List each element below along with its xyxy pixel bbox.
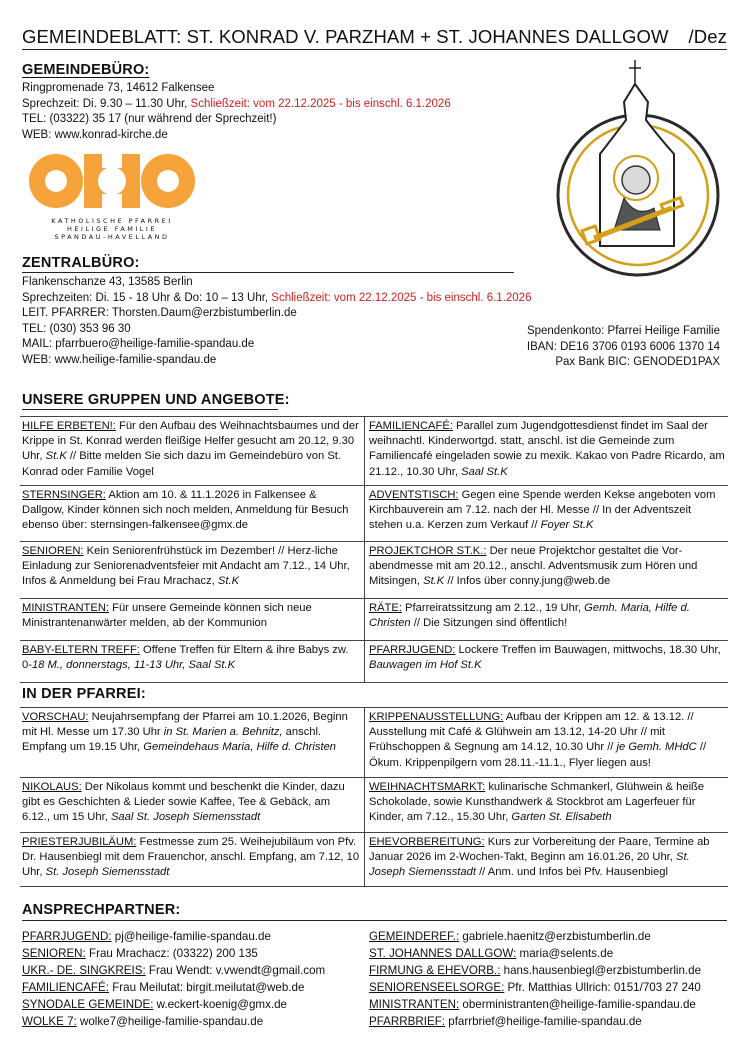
contact-left-1[interactable] <box>22 946 258 962</box>
cell-text: Festmesse zum 25. Weihejubiläum von Pfv. Dr. Hausenbiegl mit dem Frauenchor, anschl. Empfang, am 7.12, 10 Uhr, <box>22 836 360 879</box>
pfarrei-logo <box>22 152 202 241</box>
grid-line <box>364 416 365 682</box>
pfarrei-right-cell-0 <box>369 710 725 771</box>
contact-value: wolke7@heilige-familie-spandau.de <box>76 1015 264 1028</box>
gruppen-left-cell-2 <box>22 544 360 590</box>
contact-label: WOLKE 7: <box>22 1015 77 1028</box>
spenden-line2: IBAN: DE16 3706 0193 6006 1370 14 <box>526 340 720 353</box>
grid-line <box>20 886 728 887</box>
cell-label: FAMILIENCAFÉ: <box>369 420 453 432</box>
gruppen-left-cell-3 <box>22 601 360 631</box>
gruppen-right-cell-3 <box>369 601 725 631</box>
contact-right-2[interactable] <box>369 963 701 979</box>
contact-left-5[interactable] <box>22 1014 263 1030</box>
cell-label: ADVENTSTISCH: <box>369 489 459 501</box>
zentralbuero-heading: ZENTRALBÜRO: <box>22 255 140 271</box>
grid-line <box>20 598 728 599</box>
contact-value: Frau Wendt: v.vwendt@gmail.com <box>145 964 326 977</box>
gemeindebuero-heading: GEMEINDEBÜRO: <box>22 62 150 78</box>
cell-italic: Gemeindehaus Maria, Hilfe d. Christen <box>143 741 337 754</box>
pfarrei-right-cell-2 <box>369 835 725 881</box>
cell-italic: Gemh. Maria, Hilfe d. Christen <box>369 602 690 630</box>
gruppen-right-cell-1 <box>369 488 725 534</box>
cell-italic: je Gemh. MHdC <box>616 741 697 754</box>
gruppen-divider <box>22 409 278 410</box>
cell-tail: // Infos über conny.jung@web.de <box>444 575 611 588</box>
gruppen-left-cell-1 <box>22 488 360 534</box>
cell-label: KRIPPENAUSSTELLUNG: <box>369 711 504 723</box>
cell-italic: St.K <box>45 450 67 463</box>
contact-label: SENIOREN: <box>22 947 86 960</box>
zentralbuero-web[interactable]: WEB: www.heilige-familie-spandau.de <box>22 353 217 366</box>
contact-left-3[interactable] <box>22 980 304 996</box>
page-title <box>22 26 727 48</box>
cell-label: BABY-ELTERN TREFF: <box>22 644 140 656</box>
logo-mark-icon <box>22 152 202 210</box>
gruppen-right-cell-0 <box>369 419 725 480</box>
cell-label: PFARRJUGEND: <box>369 644 456 656</box>
contact-value: Frau Meilutat: birgit.meilutat@web.de <box>108 981 305 994</box>
cell-italic: Saal St.K <box>461 465 508 478</box>
cell-text: Kurs zur Vorbereitung der Paare, Termine ab Januar 2026 im 2-Wochen-Takt, Beginn am 16.01.26, 20 Uhr, <box>369 836 710 864</box>
cell-tail: // Bitte melden Sie sich dazu im Gemeindebüro von St. Konrad oder Familie Vogel <box>22 450 342 478</box>
ansprech-heading: ANSPRECHPARTNER: <box>22 902 181 918</box>
cell-italic: Garten St. Elisabeth <box>511 811 612 824</box>
cell-text: Gegen eine Spende werden Kekse angeboten vom Kirchbauverein am 7.12. nach der Hl. Messe // In der Adventszeit stehen u.a. Kerzen zum Verkauf // <box>369 489 716 532</box>
cell-label: HILFE ERBETEN!: <box>22 420 116 432</box>
gemeindebuero-web[interactable]: WEB: www.konrad-kirche.de <box>22 128 168 141</box>
cell-label: EHEVORBEREITUNG: <box>369 836 485 848</box>
cell-italic: St.K <box>423 575 445 588</box>
cell-italic: St.K <box>217 575 240 588</box>
cell-text: Neujahrsempfang der Pfarrei am 10.1.2026, Beginn mit Hl. Messe um 17.30 Uhr <box>22 711 348 739</box>
pfarrei-left-cell-1 <box>22 780 360 826</box>
cell-tail: // Die Sitzungen sind öffentlich! <box>410 617 568 630</box>
zentralbuero-phone: TEL: (030) 353 96 30 <box>22 322 131 335</box>
gemeindebuero-block <box>22 62 451 143</box>
logo-text-2: HEILIGE FAMILIE <box>67 225 157 233</box>
cell-italic: St. Joseph Siemensstadt <box>45 866 170 879</box>
cell-text: Für den Aufbau des Weihnachtsbaumes und der Krippe in St. Konrad werden fleißige Helfer gesucht am 20.12, 9.30 Uhr, <box>22 420 359 463</box>
contact-value: oberministranten@heilige-familie-spandau.de <box>459 998 696 1011</box>
contact-right-1[interactable] <box>369 946 613 962</box>
gruppen-left-cell-0 <box>22 419 360 480</box>
gemeindebuero-hours <box>22 97 451 113</box>
contact-value: maria@selents.de <box>516 947 614 960</box>
spenden-line3: Pax Bank BIC: GENODED1PAX <box>555 356 720 368</box>
grid-line <box>364 707 365 886</box>
contact-left-4[interactable] <box>22 997 287 1013</box>
grid-line <box>20 832 728 833</box>
cell-text: Kein Seniorenfrühstück im Dezember! // Herz-liche Einladung zur Seniorenadventsfeier mit Andacht am 7.12., 14 Uhr, Infos & Anmeldung bei Frau Mrachacz, <box>22 545 350 588</box>
grid-line <box>20 485 728 486</box>
contact-value: Frau Mrachacz: (03322) 200 135 <box>85 947 258 960</box>
contact-label: FIRMUNG & EHEVORB.: <box>369 964 501 977</box>
contact-label: MINISTRANTEN: <box>369 998 460 1011</box>
cell-italic: St. Joseph Siemensstadt <box>369 851 690 879</box>
zentralbuero-pfarrer[interactable]: LEIT. PFARRER: Thorsten.Daum@erzbistumberlin.de <box>22 307 297 319</box>
gemeindebuero-closed: Schließzeit: vom 22.12.2025 - bis einschl. 6.1.2026 <box>190 97 451 110</box>
title-text: GEMEINDEBLATT: ST. KONRAD V. PARZHAM + ST. JOHANNES DALLGOW <box>22 26 669 47</box>
zentralbuero-hours <box>22 291 532 307</box>
zentralbuero-address: Flankenschanze 43, 13585 Berlin <box>22 276 193 288</box>
cell-italic: Foyer St.K <box>540 519 594 532</box>
cell-text: Der neue Projektchor gestaltet die Vor-abendmesse mit am 20.12., anschl. Adventsmusik zum Hören und Mitsingen, <box>369 545 698 588</box>
gruppen-heading: UNSERE GRUPPEN UND ANGEBOTE: <box>22 392 290 408</box>
contact-left-0[interactable] <box>22 929 271 945</box>
contact-right-3[interactable] <box>369 980 701 996</box>
zentralbuero-hours-text: Sprechzeiten: Di. 15 - 18 Uhr & Do: 10 – 13 Uhr, <box>22 291 272 304</box>
contact-value: gabriele.haenitz@erzbistumberlin.de <box>459 930 651 943</box>
title-divider <box>22 49 727 50</box>
cell-italic: Saal St. Joseph Siemensstadt <box>110 811 261 824</box>
cell-tail: // Ökum. Krippenpilgern vom 28.11.-11.1., Flyer liegen aus! <box>369 741 707 769</box>
contact-value: pfarrbrief@heilige-familie-spandau.de <box>445 1015 642 1028</box>
cell-label: PRIESTERJUBILÄUM: <box>22 836 137 848</box>
cell-italic: Bauwagen im Hof St.K <box>369 659 482 672</box>
cell-text: kulinarische Schmankerl, Glühwein & heiße Schokolade, sowie Kunsthandwerk & Stockbrot am Lagerfeuer für Kinder, am 7.12., 15.30 Uhr, <box>369 781 705 824</box>
cell-text: Lockere Treffen im Bauwagen, mittwochs, 18.30 Uhr, <box>455 644 721 656</box>
contact-right-5[interactable] <box>369 1014 642 1030</box>
contact-label: SYNODALE GEMEINDE: <box>22 998 154 1011</box>
zentralbuero-divider <box>22 272 514 273</box>
cell-text: Der Nikolaus kommt und beschenkt die Kinder, dazu gibt es Geschichten & Lieder sowie Kaffee, Tee & Gebäck, am 6.12., um 15 Uhr, <box>22 781 345 824</box>
month-label: /Dez <box>688 26 727 47</box>
gruppen-right-cell-2 <box>369 544 725 590</box>
zentralbuero-block <box>22 255 532 368</box>
cell-label: VORSCHAU: <box>22 711 89 723</box>
contact-label: PFARRBRIEF: <box>369 1015 446 1028</box>
cell-label: STERNSINGER: <box>22 489 106 501</box>
cell-text: Für unsere Gemeinde können sich neue Ministrantenanwärter melden, ab der Kommunion <box>22 602 312 630</box>
grid-line <box>20 707 728 708</box>
contact-label: UKR.- DE. SINGKREIS: <box>22 964 146 977</box>
cell-tail: anschl. Empfang um 19.15 Uhr, <box>22 726 322 754</box>
contact-label: ST. JOHANNES DALLGOW: <box>369 947 517 960</box>
gruppen-left-cell-4 <box>22 643 360 673</box>
contact-label: GEMEINDEREF.: <box>369 930 460 943</box>
cell-label: NIKOLAUS: <box>22 781 82 793</box>
cell-label: WEIHNACHTSMARKT: <box>369 781 486 793</box>
cell-italic: 18 M., donnerstags, 11-13 Uhr, Saal St.K <box>31 659 236 672</box>
grid-line <box>20 541 728 542</box>
spenden-line1: Spendenkonto: Pfarrei Heilige Familie <box>526 325 720 337</box>
contact-left-2[interactable] <box>22 963 325 979</box>
logo-text-3: SPANDAU-HAVELLAND <box>54 233 170 241</box>
gemeindebuero-phone: TEL: (03322) 35 17 (nur während der Sprechzeit!) <box>22 113 277 125</box>
cell-text: Offene Treffen für Eltern & ihre Babys zw. 0- <box>22 644 349 672</box>
zentralbuero-closed: Schließzeit: vom 22.12.2025 - bis einschl. 6.1.2026 <box>271 291 532 304</box>
cell-text: Pfarreiratssitzung am 2.12., 19 Uhr, <box>401 602 585 614</box>
grid-line <box>20 640 728 641</box>
cell-text: Parallel zum Jugendgottesdienst findet im Saal der weihnachtl. Kinderwortgd. statt, anschl. ist die Gemeinde zum Familiencafé eingeladen sowie zu mexik. Kakao von Padre Ricardo, am 21.12., 10.30 Uhr, <box>369 420 725 478</box>
cell-text: Aktion am 10. & 11.1.2026 in Falkensee & Dallgow, Kinder können sich noch melden, Anmeldung für Besuch ebenso über: sternsingen-falkensee@gmx.de <box>22 489 349 532</box>
cell-label: PROJEKTCHOR ST.K.: <box>369 545 487 557</box>
contact-right-0[interactable] <box>369 929 651 945</box>
contact-label: PFARRJUGEND: <box>22 930 112 943</box>
zentralbuero-mail[interactable]: MAIL: pfarrbuero@heilige-familie-spandau.de <box>22 338 255 350</box>
cell-label: RÄTE: <box>369 602 402 614</box>
pfarrei-heading: IN DER PFARREI: <box>22 686 146 702</box>
grid-line <box>20 682 728 683</box>
ansprech-divider <box>22 920 727 921</box>
pfarrei-left-cell-2 <box>22 835 360 881</box>
gruppen-right-cell-4 <box>369 643 725 673</box>
cell-tail: // Anm. und Infos bei Pfv. Hausenbiegl <box>475 866 668 879</box>
contact-value: w.eckert-koenig@gmx.de <box>153 998 287 1011</box>
contact-value: Pfr. Matthias Ullrich: 0151/703 27 240 <box>504 981 701 994</box>
church-emblem-icon <box>554 58 722 280</box>
gemeindebuero-address: Ringpromenade 73, 14612 Falkensee <box>22 82 215 94</box>
cell-text: Aufbau der Krippen am 12. & 13.12. // Ausstellung mit Café & Glühwein am 13.12, 14-20 Uhr // mit Frühschoppen & Segnung am 14.12, 10.30 Uhr // <box>369 711 694 754</box>
contact-value: hans.hausenbiegl@erzbistumberlin.de <box>500 964 702 977</box>
gemeindebuero-hours-text: Sprechzeit: Di. 9.30 – 11.30 Uhr, <box>22 97 191 110</box>
cell-label: SENIOREN: <box>22 545 84 557</box>
contact-label: FAMILIENCAFÉ: <box>22 981 109 994</box>
logo-text-1: KATHOLISCHE PFARREI <box>51 217 173 225</box>
contact-value: pj@heilige-familie-spandau.de <box>111 930 271 943</box>
cell-italic: in St. Marien a. Behnitz, <box>163 726 283 739</box>
pfarrei-left-cell-0 <box>22 710 360 756</box>
contact-label: SENIORENSEELSORGE: <box>369 981 505 994</box>
cell-label: MINISTRANTEN: <box>22 602 110 614</box>
grid-line <box>20 777 728 778</box>
spendenkonto-block <box>527 324 720 371</box>
contact-right-4[interactable] <box>369 997 696 1013</box>
grid-line <box>20 416 728 417</box>
pfarrei-right-cell-1 <box>369 780 725 826</box>
